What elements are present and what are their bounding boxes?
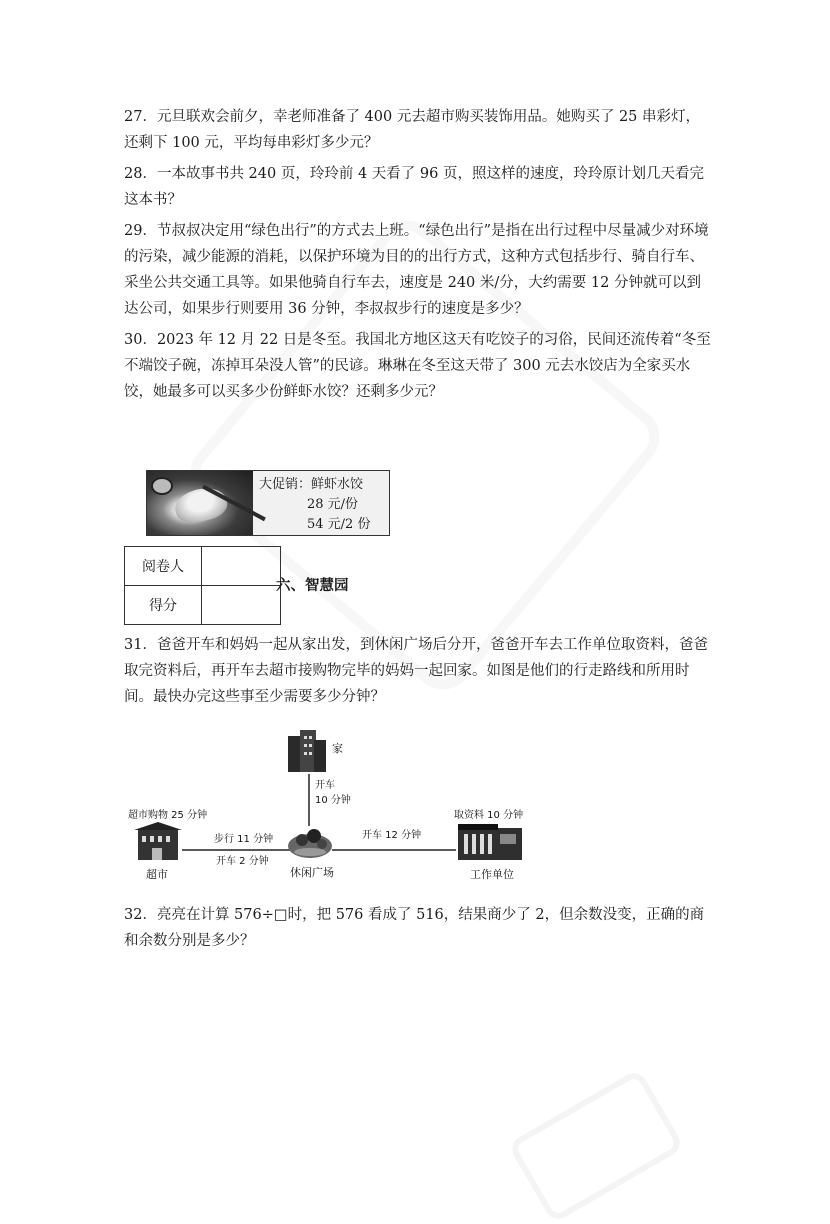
reviewer-cell [202, 547, 281, 586]
label-drive-12: 开车 12 分钟 [362, 830, 422, 841]
score-box [124, 546, 281, 625]
question-31: 31．爸爸开车和妈妈一起从家出发，到休闲广场后分开，爸爸开车去工作单位取资料，爸爸取完资料后，再开车去超市接购物完毕的妈妈一起回家。如图是他们的行走路线和所用时间。最快办完这些事至少需要多少分钟？ [124, 637, 708, 705]
promo-line-double-price: 54 元/2 份 [307, 517, 371, 532]
question-block-31 [124, 632, 714, 715]
route-diagram [124, 726, 534, 890]
label-home: 家 [332, 742, 343, 755]
question-block-upper [124, 104, 714, 410]
question-27: 27．元旦联欢会前夕，幸老师准备了 400 元去超市购买装饰用品。她购买了 25 串彩灯，还剩下 100 元，平均每串彩灯多少元？ [124, 109, 701, 151]
plaza-icon [288, 829, 332, 858]
score-cell [202, 586, 281, 625]
question-30: 30．2023 年 12 月 22 日是冬至。我国北方地区这天有吃饺子的习俗，民间还流传着“冬至不端饺子碗，冻掉耳朵没人管”的民谚。琳琳在冬至这天带了 300 元去水饺店为全家买水饺，她最多可以买多少份鲜虾水饺？还剩多少元？ [124, 332, 711, 400]
score-label: 得分 [125, 586, 202, 625]
question-29: 29．节叔叔决定用“绿色出行”的方式去上班。“绿色出行”是指在出行过程中尽量减少对环境的污染，减少能源的消耗，以保护环境为目的的出行方式，这种方式包括步行、骑自行车、采坐公共交通工具等。如果他骑自行车去，速度是 240 米/分，大约需要 12 分钟就可以到达公司，如果步行则要用 36 分钟，李叔叔步行的速度是多少？ [124, 223, 709, 317]
dumpling-photo [147, 471, 253, 535]
work-building-icon [458, 824, 522, 860]
label-supermarket-shopping: 超市购物 25 分钟 [128, 810, 208, 821]
section-title: 六、智慧园 [276, 578, 349, 594]
promo-text [253, 471, 389, 535]
question-28: 28．一本故事书共 240 页，玲玲前 4 天看了 96 页，照这样的速度，玲玲原计划几天看完这本书？ [124, 166, 704, 208]
label-work: 工作单位 [470, 868, 514, 881]
reviewer-label: 阅卷人 [125, 547, 202, 586]
label-home-edge-1: 开车 [315, 780, 335, 791]
promo-line-single-price: 28 元/份 [307, 497, 359, 512]
label-supermarket: 超市 [146, 868, 168, 881]
promo-line-title: 大促销：鲜虾水饺 [259, 477, 364, 492]
label-fetch-docs: 取资料 10 分钟 [454, 810, 524, 821]
label-drive-2: 开车 2 分钟 [216, 856, 269, 867]
dumpling-promo-image [146, 470, 390, 536]
label-walk: 步行 11 分钟 [214, 834, 274, 845]
label-home-edge-2: 10 分钟 [315, 795, 351, 806]
question-32: 32．亮亮在计算 576÷□时，把 576 看成了 516，结果商少了 2，但余数没变，正确的商和余数分别是多少？ [124, 907, 705, 949]
watermark-corner [507, 1068, 685, 1224]
supermarket-building-icon [134, 822, 182, 860]
home-building-icon [288, 730, 326, 772]
question-block-32 [124, 902, 714, 959]
label-plaza: 休闲广场 [290, 866, 334, 879]
